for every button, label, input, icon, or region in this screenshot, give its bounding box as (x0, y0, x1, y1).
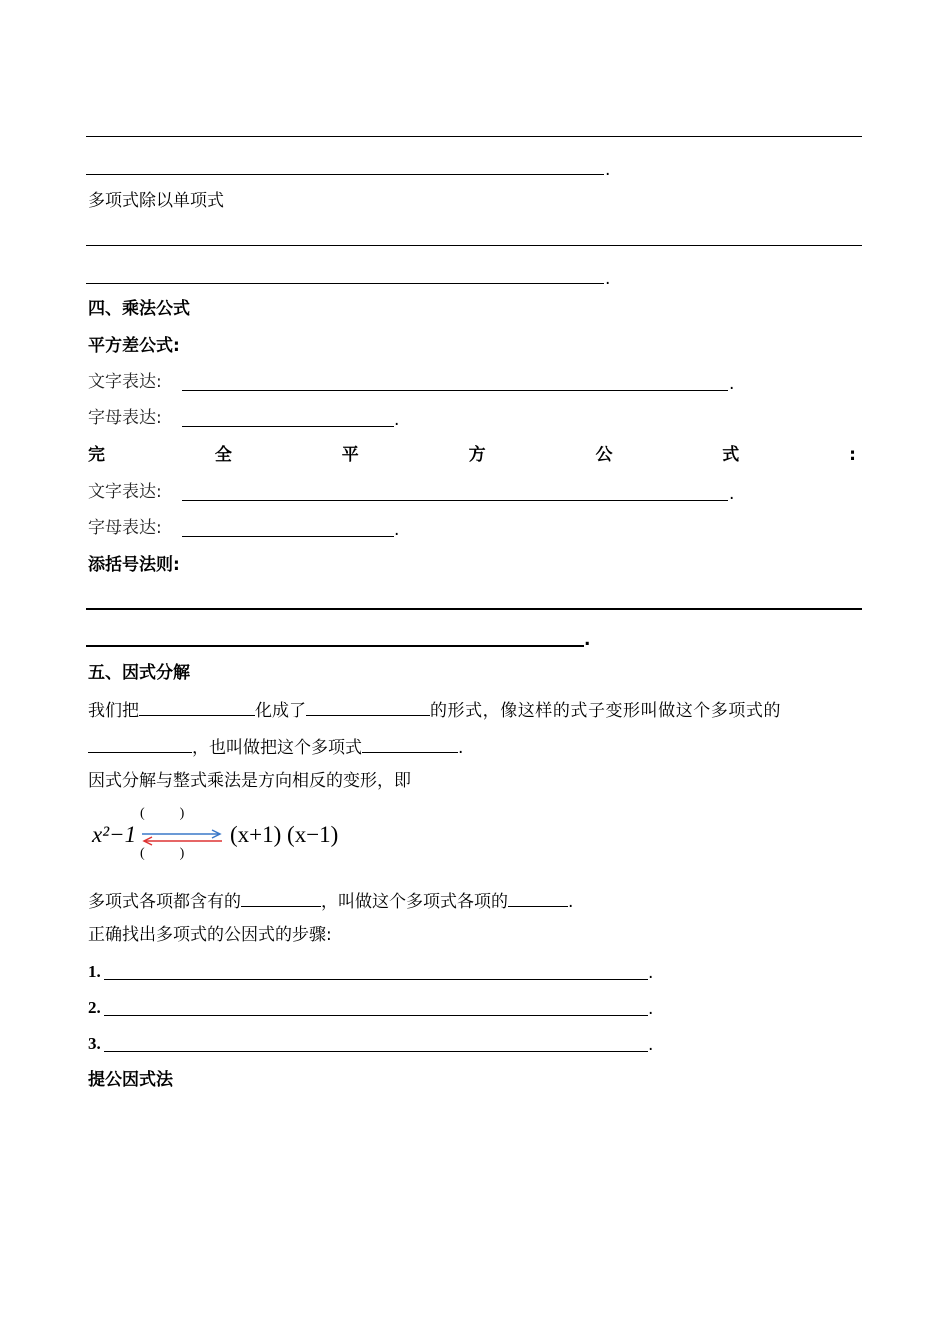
perfect-square-text-blank[interactable] (182, 500, 728, 501)
diff-squares-letter-blank[interactable] (182, 426, 394, 427)
answer-line-1 (86, 136, 862, 137)
perfect-square-char: 方 (468, 445, 486, 465)
perfect-square-title (88, 445, 856, 465)
step-number: 2. (88, 998, 101, 1017)
diff-squares-letter-label: 字母表达: (88, 408, 162, 428)
common-factor-definition (88, 890, 573, 912)
answer-line-4 (86, 283, 604, 284)
definition-text: 化成了 (255, 701, 306, 721)
definition-text: 多项式各项都含有的 (88, 892, 241, 912)
definition-text: ，叫做这个多项式各项的 (321, 892, 508, 912)
perfect-square-char: 完 (88, 445, 105, 465)
section5-title: 五、因式分解 (88, 663, 190, 683)
period: . (648, 963, 654, 983)
answer-line-2 (86, 174, 604, 175)
answer-line-3 (86, 245, 862, 246)
step-3-blank[interactable] (104, 1051, 648, 1052)
perfect-square-text-label: 文字表达: (88, 482, 162, 502)
period: . (648, 1035, 654, 1055)
period: . (729, 374, 735, 394)
step-1-blank[interactable] (104, 979, 648, 980)
period: . (729, 484, 735, 504)
poly-div-mono-title: 多项式除以单项式 (88, 191, 224, 211)
inverse-relation-text: 因式分解与整式乘法是方向相反的变形，即 (88, 771, 411, 791)
period: . (605, 160, 611, 180)
perfect-square-char: 式 (722, 445, 740, 465)
blank-input[interactable] (306, 699, 430, 716)
diff-squares-text-blank[interactable] (182, 390, 728, 391)
step-number: 1. (88, 962, 101, 981)
period: . (394, 520, 400, 540)
blank-input[interactable] (508, 890, 568, 907)
blank-input[interactable] (241, 890, 321, 907)
diff-squares-text-label: 文字表达: (88, 372, 162, 392)
perfect-square-char: 平 (341, 445, 359, 465)
period: . (648, 999, 654, 1019)
bracket-rule-line-1[interactable] (86, 608, 862, 610)
double-arrow-icon (140, 828, 224, 848)
step-2-blank[interactable] (104, 1015, 648, 1016)
definition-text: 的形式，像这样的式子变形叫做这个多项式的 (430, 701, 781, 721)
perfect-square-letter-label: 字母表达: (88, 518, 162, 538)
definition-paragraph-2 (88, 736, 463, 758)
bracket-rule-line-2[interactable] (86, 645, 584, 647)
blank-input[interactable] (139, 699, 255, 716)
period: . (584, 630, 591, 650)
definition-paragraph-1 (88, 699, 781, 721)
bracket-rule-title: 添括号法则: (88, 555, 180, 575)
section4-title: 四、乘法公式 (88, 299, 190, 319)
diff-squares-title: 平方差公式: (88, 336, 180, 356)
definition-text: ，也叫做把这个多项式 (192, 738, 362, 758)
period: . (568, 892, 574, 912)
formula-bottom-label: ( ) (140, 846, 185, 861)
perfect-square-char: 公 (595, 445, 613, 465)
formula-top-label: ( ) (140, 806, 185, 821)
period: . (394, 410, 400, 430)
perfect-square-char: 全 (214, 445, 232, 465)
blank-input[interactable] (362, 736, 458, 753)
extract-method-title: 提公因式法 (88, 1070, 173, 1090)
perfect-square-letter-blank[interactable] (182, 536, 394, 537)
factorization-diagram (88, 806, 348, 870)
definition-text: 我们把 (88, 701, 139, 721)
step-number: 3. (88, 1034, 101, 1053)
formula-right: (x+1) (x−1) (230, 822, 339, 847)
formula-left: x²−1 (92, 822, 137, 847)
blank-input[interactable] (88, 736, 192, 753)
period: . (458, 738, 464, 758)
perfect-square-char: : (849, 445, 856, 465)
steps-title: 正确找出多项式的公因式的步骤: (88, 925, 332, 945)
period: . (605, 269, 611, 289)
